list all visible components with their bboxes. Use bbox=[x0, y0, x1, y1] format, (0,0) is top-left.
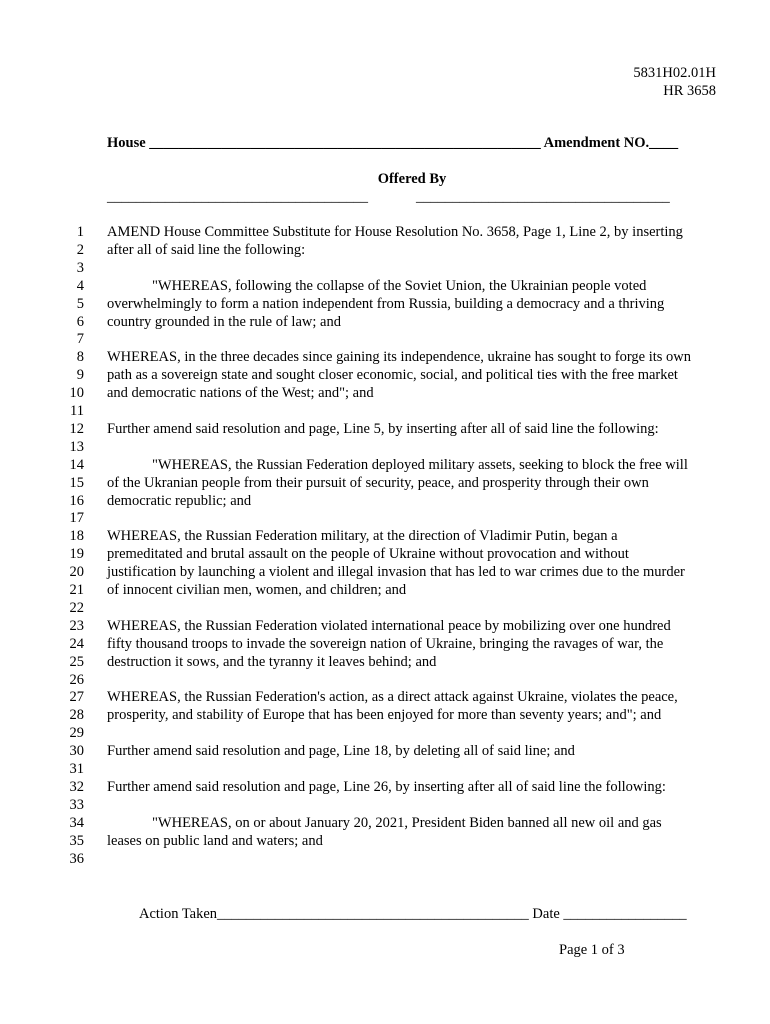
page-number: Page 1 of 3 bbox=[559, 942, 625, 958]
line-number: 3 bbox=[76, 260, 84, 276]
line-text: of innocent civilian men, women, and children; and bbox=[107, 582, 407, 598]
line-text: overwhelmingly to form a nation independent from Russia, building a democracy and a thriving bbox=[107, 296, 665, 312]
line-number: 19 bbox=[69, 546, 84, 562]
line-text: WHEREAS, in the three decades since gaining its independence, ukraine has sought to forge its own bbox=[107, 349, 692, 365]
line-number: 29 bbox=[69, 725, 84, 741]
line-number: 35 bbox=[69, 833, 84, 849]
line-number: 34 bbox=[69, 815, 84, 831]
line-number: 18 bbox=[69, 528, 84, 544]
line-number: 8 bbox=[76, 349, 84, 365]
line-text: WHEREAS, the Russian Federation's action, as a direct attack against Ukraine, violates the peace, bbox=[107, 689, 678, 705]
line-number: 15 bbox=[69, 475, 84, 491]
action-taken-line: Action Taken___________________________________________ Date _________________ bbox=[139, 906, 687, 922]
line-number: 27 bbox=[69, 689, 84, 705]
line-text: justification by launching a violent and illegal invasion that has led to war crimes due to the murder bbox=[107, 564, 685, 580]
line-number: 12 bbox=[69, 421, 84, 437]
line-text: "WHEREAS, the Russian Federation deployed military assets, seeking to block the free will bbox=[152, 457, 688, 473]
line-text: Further amend said resolution and page, Line 18, by deleting all of said line; and bbox=[107, 743, 575, 759]
line-text: WHEREAS, the Russian Federation military, at the direction of Vladimir Putin, began a bbox=[107, 528, 618, 544]
line-text: destruction it sows, and the tyranny it leaves behind; and bbox=[107, 654, 437, 670]
line-text: democratic republic; and bbox=[107, 493, 252, 509]
line-number: 21 bbox=[69, 582, 84, 598]
line-number: 17 bbox=[69, 510, 84, 526]
line-text: country grounded in the rule of law; and bbox=[107, 314, 341, 330]
line-number: 5 bbox=[76, 296, 84, 312]
line-number: 31 bbox=[69, 761, 84, 777]
line-text: path as a sovereign state and sought closer economic, social, and political ties with the free market bbox=[107, 367, 678, 383]
line-text: prosperity, and stability of Europe that has been enjoyed for more than seventy years; and"; and bbox=[107, 707, 662, 723]
line-number: 4 bbox=[76, 278, 84, 294]
line-text: and democratic nations of the West; and"; and bbox=[107, 385, 374, 401]
offered-by-heading: Offered By bbox=[377, 171, 447, 187]
line-number: 13 bbox=[69, 439, 84, 455]
line-number: 23 bbox=[69, 618, 84, 634]
bill-number: HR 3658 bbox=[663, 83, 716, 99]
line-text: "WHEREAS, following the collapse of the Soviet Union, the Ukrainian people voted bbox=[152, 278, 647, 294]
document-number: 5831H02.01H bbox=[633, 65, 716, 81]
line-text: WHEREAS, the Russian Federation violated international peace by mobilizing over one hundred bbox=[107, 618, 671, 634]
line-number: 22 bbox=[69, 600, 84, 616]
line-text: "WHEREAS, on or about January 20, 2021, President Biden banned all new oil and gas bbox=[152, 815, 662, 831]
offered-by-blank-left: ____________________________________ bbox=[107, 189, 368, 205]
line-number: 6 bbox=[76, 314, 84, 330]
line-number: 25 bbox=[69, 654, 84, 670]
line-number: 26 bbox=[69, 672, 84, 688]
line-number: 30 bbox=[69, 743, 84, 759]
line-number: 14 bbox=[69, 457, 84, 473]
line-number: 2 bbox=[76, 242, 84, 258]
line-text: of the Ukranian people from their pursuit of security, peace, and prosperity through their own bbox=[107, 475, 649, 491]
line-number: 10 bbox=[69, 385, 84, 401]
line-number: 36 bbox=[69, 851, 84, 867]
line-number: 1 bbox=[76, 224, 84, 240]
line-text: AMEND House Committee Substitute for House Resolution No. 3658, Page 1, Line 2, by inserting bbox=[107, 224, 683, 240]
line-number: 16 bbox=[69, 493, 84, 509]
line-number: 11 bbox=[70, 403, 84, 419]
line-text: Further amend said resolution and page, Line 5, by inserting after all of said line the following: bbox=[107, 421, 659, 437]
line-text: after all of said line the following: bbox=[107, 242, 306, 258]
line-text: Further amend said resolution and page, Line 26, by inserting after all of said line the following: bbox=[107, 779, 666, 795]
line-number: 24 bbox=[69, 636, 84, 652]
line-text: fifty thousand troops to invade the sovereign nation of Ukraine, bringing the ravages of war, the bbox=[107, 636, 664, 652]
line-number: 28 bbox=[69, 707, 84, 723]
line-number: 20 bbox=[69, 564, 84, 580]
line-number: 32 bbox=[69, 779, 84, 795]
line-text: leases on public land and waters; and bbox=[107, 833, 323, 849]
line-text: premeditated and brutal assault on the people of Ukraine without provocation and without bbox=[107, 546, 629, 562]
offered-by-blank-right: ___________________________________ bbox=[416, 189, 670, 205]
house-amendment-line: House ______________________________________________________ Amendment NO.____ bbox=[107, 135, 679, 151]
line-number: 9 bbox=[76, 367, 84, 383]
line-number: 33 bbox=[69, 797, 84, 813]
line-number: 7 bbox=[76, 331, 84, 347]
